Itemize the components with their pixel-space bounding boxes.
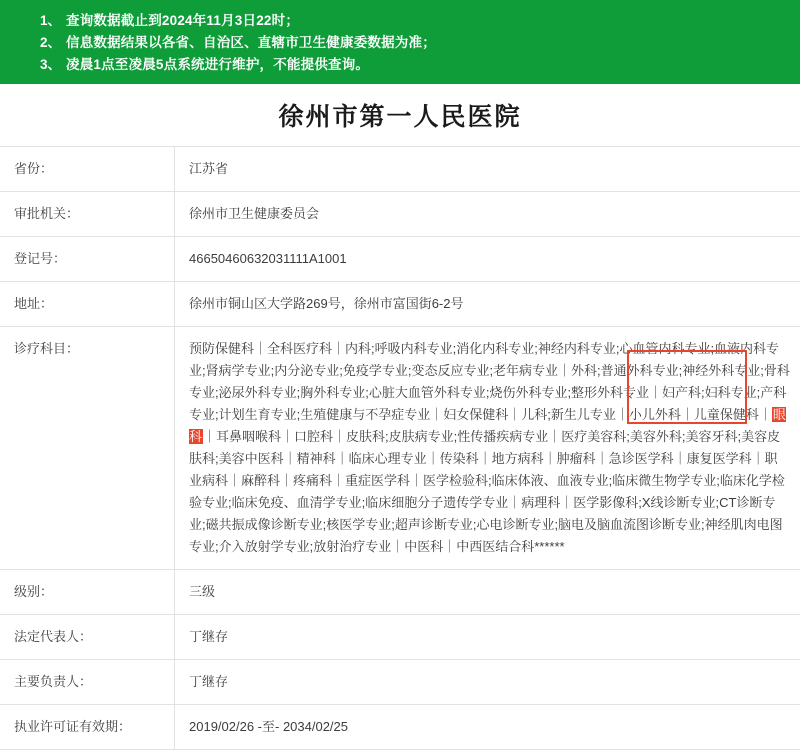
table-row <box>0 282 800 327</box>
row-label: 地址： <box>0 282 175 327</box>
row-value: 三级 <box>175 570 800 615</box>
table-row <box>0 147 800 192</box>
notice-item <box>0 10 800 32</box>
notice-item-text: 信息数据结果以各省、自治区、直辖市卫生健康委数据为准； <box>66 32 800 54</box>
notice-item-number: 3、 <box>40 54 66 76</box>
table-row <box>0 192 800 237</box>
notice-banner <box>0 0 800 84</box>
table-row-departments <box>0 327 800 570</box>
notice-item-text: 凌晨1点至凌晨5点系统进行维护，不能提供查询。 <box>66 54 800 76</box>
row-label: 省份： <box>0 147 175 192</box>
row-label: 登记号： <box>0 237 175 282</box>
table-row <box>0 570 800 615</box>
page-title: 徐州市第一人民医院 <box>278 97 521 133</box>
departments-value <box>175 327 800 570</box>
row-value: 2019/02/26 -至- 2034/02/25 <box>175 705 800 750</box>
hospital-info-table <box>0 146 800 750</box>
row-label: 执业许可证有效期： <box>0 705 175 750</box>
row-label: 审批机关： <box>0 192 175 237</box>
row-label: 主要负责人： <box>0 660 175 705</box>
row-value: 丁继存 <box>175 615 800 660</box>
notice-item-text: 查询数据截止到2024年11月3日22时； <box>66 10 800 32</box>
row-label: 诊疗科目： <box>0 327 175 570</box>
row-label: 级别： <box>0 570 175 615</box>
departments-text-part2: ｜耳鼻咽喉科｜口腔科｜皮肤科;皮肤病专业;性传播疾病专业｜医疗美容科;美容外科;美容牙科;美容皮肤科;美容中医科｜精神科｜临床心理专业｜传染科｜地方病科｜肿瘤科｜急诊医学科｜康复医学科｜职业病科｜麻醉科｜疼痛科｜重症医学科｜医学检验科;临床体液、血液专业;临床微生物学专业;临床化学检验专业;临床免疫、血清学专业;临床细胞分子遗传学专业｜病理科｜医学影像科;X线诊断专业;CT诊断专业;磁共振成像诊断专业;核医学专业;超声诊断专业;心电诊断专业;脑电及脑血流图诊断专业;神经肌肉电图专业;介入放射学专业;放射治疗专业｜中医科｜中西医结合科****** <box>189 429 785 554</box>
row-value: 徐州市卫生健康委员会 <box>175 192 800 237</box>
table-row <box>0 615 800 660</box>
departments-highlighted-item: 眼科 <box>189 407 786 444</box>
page-title-wrap <box>0 84 800 146</box>
notice-item <box>0 32 800 54</box>
departments-text-part1: 预防保健科｜全科医疗科｜内科;呼吸内科专业;消化内科专业;神经内科专业;心血管内科专业;血液内科专业;肾病学专业;内分泌专业;免疫学专业;变态反应专业;老年病专业｜外科;普通外科专业;神经外科专业;骨科专业;泌尿外科专业;胸外科专业;心脏大血管外科专业;烧伤外科专业;整形外科专业｜妇产科;妇科专业;产科专业;计划生育专业;生殖健康与不孕症专业｜妇女保健科｜儿科;新生儿专业｜小儿外科｜儿童保健科｜ <box>189 341 790 422</box>
table-row <box>0 705 800 750</box>
table-row <box>0 660 800 705</box>
row-value: 丁继存 <box>175 660 800 705</box>
table-row <box>0 237 800 282</box>
notice-item-number: 2、 <box>40 32 66 54</box>
notice-item-number: 1、 <box>40 10 66 32</box>
row-label: 法定代表人： <box>0 615 175 660</box>
row-value: 江苏省 <box>175 147 800 192</box>
notice-item <box>0 54 800 76</box>
row-value: 徐州市铜山区大学路269号，徐州市富国街6-2号 <box>175 282 800 327</box>
row-value: 46650460632031111A1001 <box>175 237 800 282</box>
